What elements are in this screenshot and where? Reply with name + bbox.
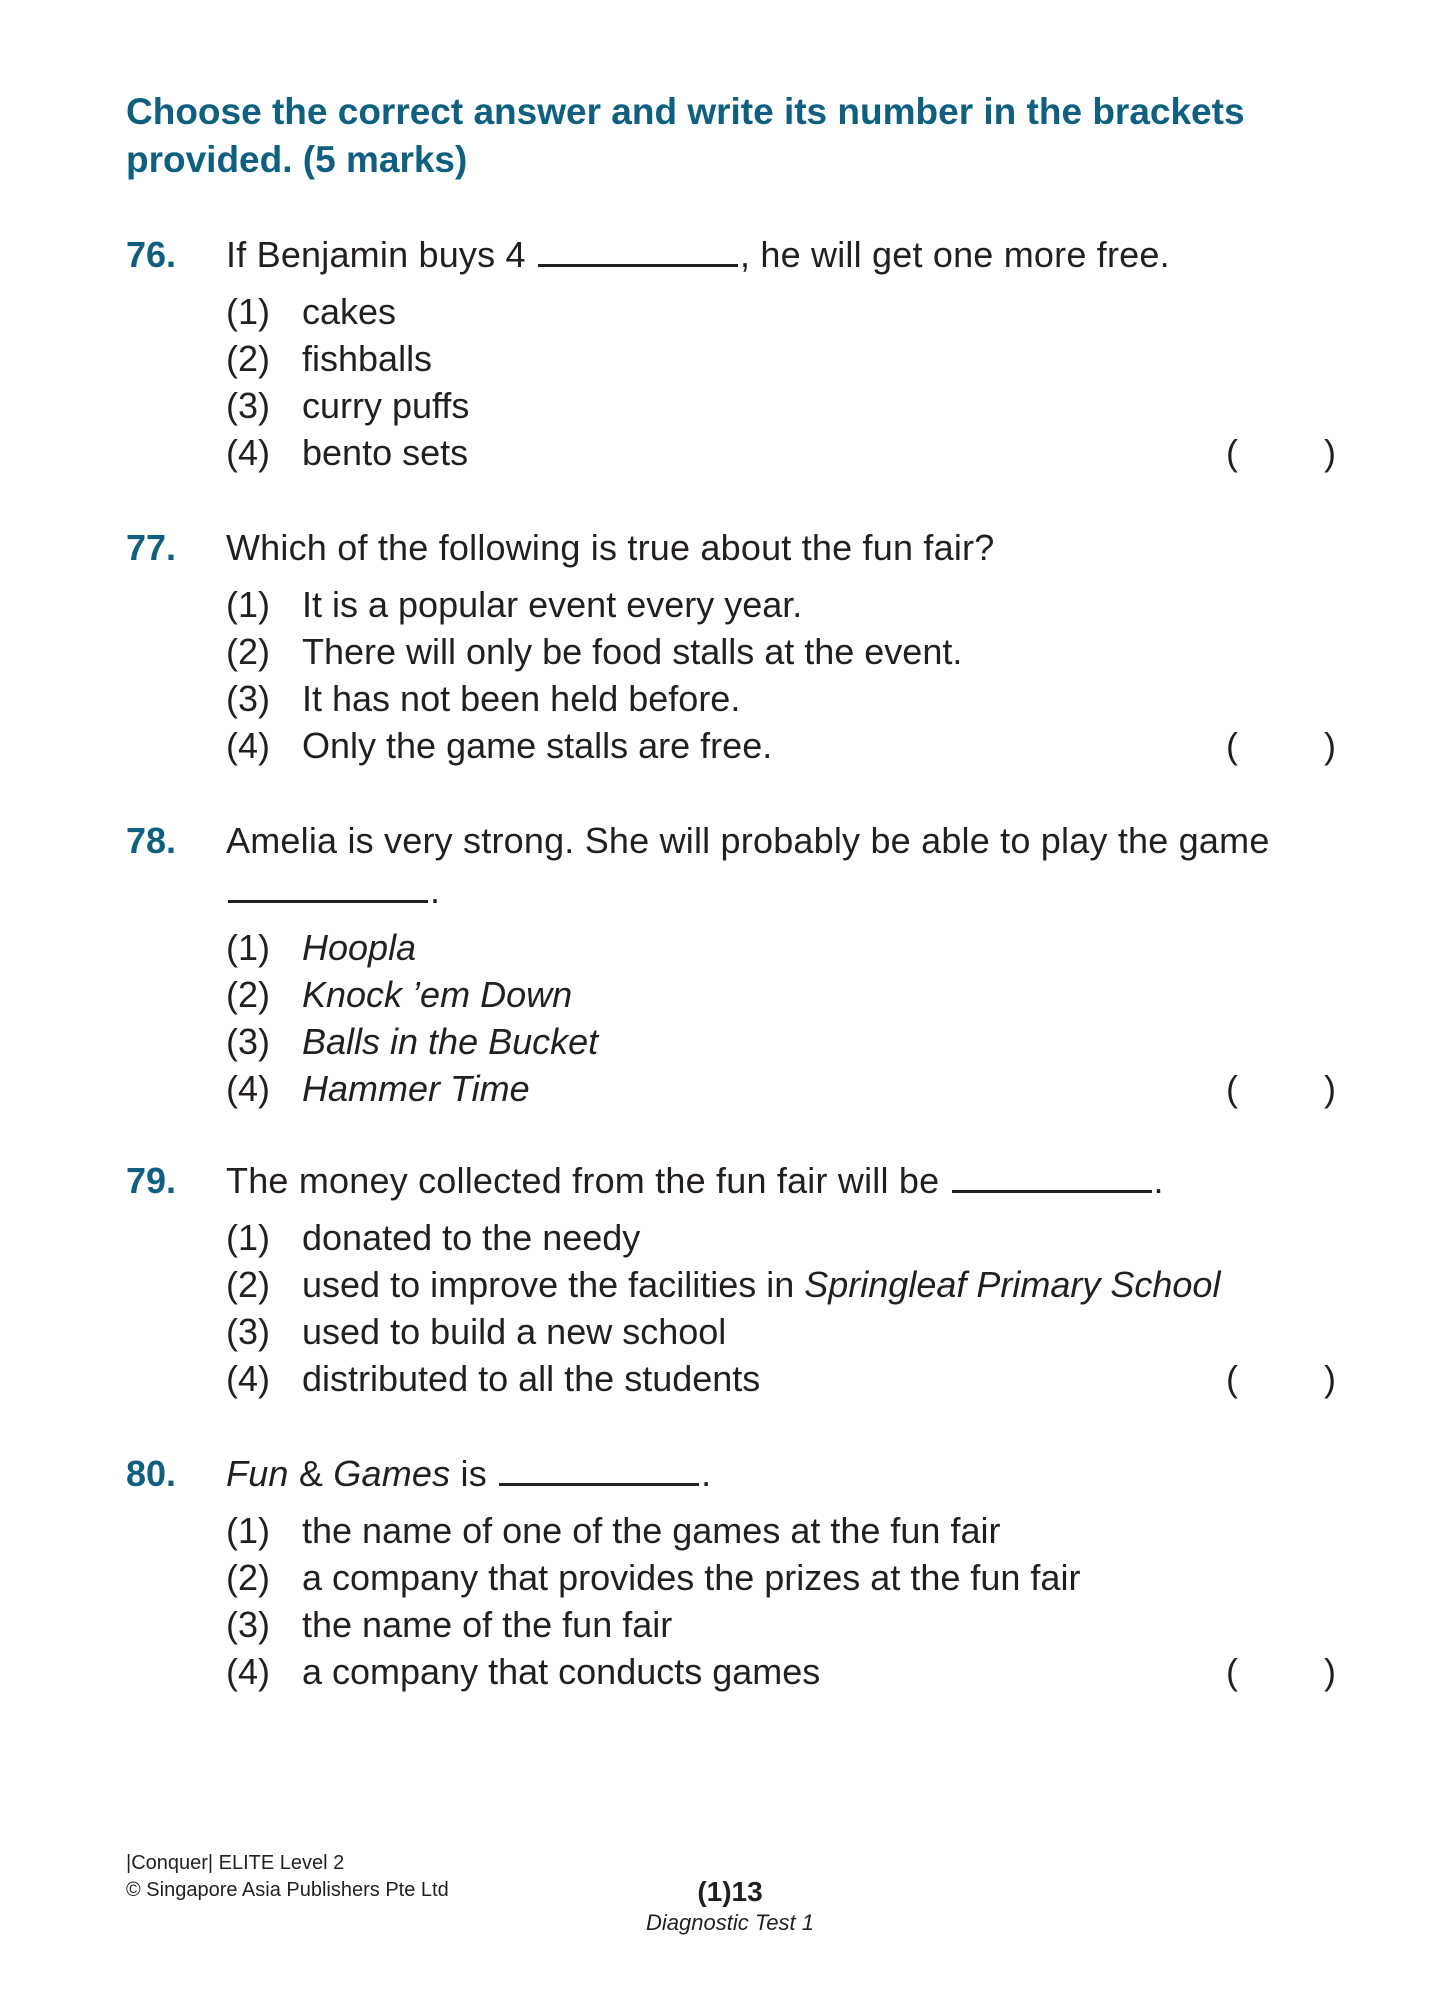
stem-text: .: [1153, 1160, 1164, 1201]
option-text: curry puffs: [302, 385, 470, 426]
options-list: [226, 1507, 1336, 1695]
answer-blank: [952, 1160, 1152, 1193]
stem-text: The money collected from the fun fair will be: [226, 1160, 940, 1201]
option-text: fishballs: [302, 338, 433, 379]
option-number: (3): [226, 1021, 270, 1062]
option-number: (3): [226, 1311, 270, 1352]
option-4: [226, 722, 1336, 769]
footer-series: |Conquer| ELITE Level 2: [126, 1852, 345, 1874]
bracket-close: ): [1324, 1651, 1336, 1692]
option-4: [226, 1065, 1336, 1112]
question-number: 78.: [126, 820, 177, 861]
question-number: 77.: [126, 527, 177, 568]
option-number: (3): [226, 385, 270, 426]
answer-bracket[interactable]: [1226, 1648, 1336, 1695]
option-text: distributed to all the students: [302, 1358, 761, 1399]
option-text: It is a popular event every year.: [302, 584, 803, 625]
answer-bracket[interactable]: [1226, 429, 1336, 476]
option-1: [226, 288, 1336, 335]
option-number: (3): [226, 678, 270, 719]
question-number: 80.: [126, 1453, 177, 1494]
option-2: [226, 1554, 1336, 1601]
option-text: There will only be food stalls at the event.: [302, 631, 963, 672]
answer-bracket[interactable]: [1226, 722, 1336, 769]
bracket-open: (: [1226, 725, 1238, 766]
bracket-close: ): [1324, 725, 1336, 766]
question-stem: [226, 1449, 1336, 1499]
bracket-open: (: [1226, 1651, 1238, 1692]
option-text: Balls in the Bucket: [302, 1021, 599, 1062]
question-number: 79.: [126, 1160, 177, 1201]
option-2: [226, 971, 1336, 1018]
answer-bracket[interactable]: [1226, 1355, 1336, 1402]
option-text: the name of one of the games at the fun fair: [302, 1510, 1001, 1551]
option-text: a company that provides the prizes at the fun fair: [302, 1557, 1081, 1598]
option-number: (1): [226, 1217, 270, 1258]
bracket-close: ): [1324, 1068, 1336, 1109]
option-text: a company that conducts games: [302, 1651, 821, 1692]
option-number: (3): [226, 1604, 270, 1645]
option-text: Knock ’em Down: [302, 974, 573, 1015]
question-78: [126, 816, 1336, 1112]
stem-text: .: [701, 1453, 712, 1494]
stem-text: is: [450, 1453, 487, 1494]
options-list: [226, 288, 1336, 476]
stem-text: , he will get one more free.: [739, 234, 1170, 275]
option-number: (2): [226, 1264, 270, 1305]
stem-text-italic: Fun: [226, 1453, 289, 1494]
option-4: [226, 429, 1336, 476]
option-text: Hammer Time: [302, 1068, 530, 1109]
question-stem: [226, 230, 1336, 280]
bracket-close: ): [1324, 432, 1336, 473]
answer-bracket[interactable]: [1226, 1065, 1336, 1112]
question-stem: Which of the following is true about the fun fair?: [226, 527, 995, 568]
stem-text: .: [430, 870, 441, 911]
option-3: [226, 675, 1336, 722]
option-text: used to build a new school: [302, 1311, 727, 1352]
options-list: [226, 1214, 1336, 1402]
option-3: [226, 382, 1336, 429]
option-number: (4): [226, 1068, 270, 1109]
stem-text: &: [288, 1453, 334, 1494]
option-number: (2): [226, 338, 270, 379]
option-2: [226, 335, 1336, 382]
question-number: 76.: [126, 234, 177, 275]
option-number: (4): [226, 725, 270, 766]
option-number: (1): [226, 927, 270, 968]
question-stem: Amelia is very strong. She will probably be able to play the game: [226, 820, 1270, 861]
option-text: cakes: [302, 291, 397, 332]
footer-page-info: [590, 1876, 870, 1938]
option-text: It has not been held before.: [302, 678, 741, 719]
option-text: donated to the needy: [302, 1217, 641, 1258]
bracket-close: ): [1324, 1358, 1336, 1399]
option-number: (1): [226, 584, 270, 625]
bracket-open: (: [1226, 1068, 1238, 1109]
option-1: [226, 1507, 1336, 1554]
option-3: [226, 1308, 1336, 1355]
option-1: [226, 924, 1336, 971]
instruction-heading: Choose the correct answer and write its number in the brackets provided. (5 marks): [126, 91, 1245, 180]
option-1: [226, 1214, 1336, 1261]
option-2: [226, 628, 1336, 675]
footer-copyright: © Singapore Asia Publishers Pte Ltd: [126, 1879, 449, 1901]
option-text: bento sets: [302, 432, 469, 473]
options-list: [226, 924, 1336, 1112]
question-77: [126, 523, 1336, 769]
option-number: (4): [226, 432, 270, 473]
option-4: [226, 1648, 1336, 1695]
test-name: Diagnostic Test 1: [646, 1910, 814, 1935]
answer-blank: [499, 1453, 699, 1486]
option-text-italic: Springleaf Primary School: [804, 1264, 1221, 1305]
option-text: Only the game stalls are free.: [302, 725, 773, 766]
option-number: (4): [226, 1651, 270, 1692]
option-text: used to improve the facilities in: [302, 1264, 795, 1305]
option-3: [226, 1601, 1336, 1648]
option-number: (2): [226, 1557, 270, 1598]
option-4: [226, 1355, 1336, 1402]
question-79: [126, 1156, 1336, 1402]
answer-blank: [538, 234, 738, 267]
option-text: the name of the fun fair: [302, 1604, 673, 1645]
option-text: Hoopla: [302, 927, 417, 968]
question-80: [126, 1449, 1336, 1695]
footer-publisher: [126, 1850, 449, 1904]
page-number: (1)13: [697, 1876, 763, 1907]
option-2: [226, 1261, 1336, 1308]
option-number: (1): [226, 291, 270, 332]
bracket-open: (: [1226, 432, 1238, 473]
question-76: [126, 230, 1336, 476]
option-1: [226, 581, 1336, 628]
option-3: [226, 1018, 1336, 1065]
question-stem-line-2: [226, 866, 1336, 916]
question-stem: [226, 1156, 1336, 1206]
stem-text-italic: Games: [333, 1453, 451, 1494]
options-list: [226, 581, 1336, 769]
option-number: (4): [226, 1358, 270, 1399]
stem-text: If Benjamin buys 4: [226, 234, 526, 275]
option-number: (2): [226, 974, 270, 1015]
option-number: (2): [226, 631, 270, 672]
option-number: (1): [226, 1510, 270, 1551]
answer-blank: [228, 870, 428, 903]
bracket-open: (: [1226, 1358, 1238, 1399]
